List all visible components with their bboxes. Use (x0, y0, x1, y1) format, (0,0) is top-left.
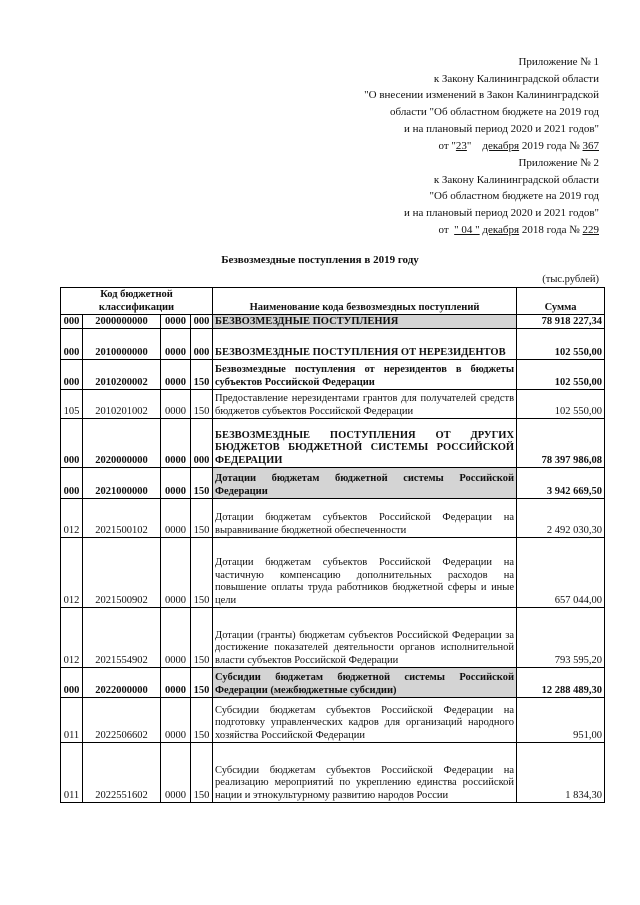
row-name: БЕЗВОЗМЕЗДНЫЕ ПОСТУПЛЕНИЯ ОТ ДРУГИХ БЮДЖЕТОВ БЮДЖЕТНОЙ СИСТЕМЫ РОССИЙСКОЙ ФЕДЕРАЦИИ (213, 419, 517, 468)
code-program: 0000 (161, 743, 191, 803)
appendix-2-number: Приложение № 2 (518, 157, 599, 169)
appendix-2-law-number: 229 (582, 223, 599, 236)
table-row (61, 315, 605, 329)
code-economic: 150 (191, 668, 213, 698)
code-admin: 012 (61, 608, 83, 668)
code-program: 0000 (161, 698, 191, 743)
appendix-1-law-title-1: "О внесении изменений в Закон Калининградской (364, 89, 599, 102)
code-admin: 012 (61, 538, 83, 608)
code-economic: 150 (191, 499, 213, 538)
units-label: (тыс.рублей) (542, 274, 599, 285)
appendix-2-header (404, 155, 599, 239)
table-row (61, 538, 605, 608)
appendix-1-header (364, 54, 599, 154)
code-type: 2022000000 (83, 668, 161, 698)
code-type: 2021500102 (83, 499, 161, 538)
code-economic: 000 (191, 315, 213, 329)
table-row (61, 360, 605, 390)
appendix-2-month: декабря (482, 223, 520, 236)
header-sum: Сумма (517, 288, 605, 315)
row-name: Дотации бюджетам бюджетной системы Российской Федерации (213, 468, 517, 499)
code-economic: 150 (191, 390, 213, 419)
row-name: Дотации бюджетам субъектов Российской Федерации на выравнивание бюджетной обеспеченности (213, 499, 517, 538)
row-sum: 102 550,00 (517, 329, 605, 360)
code-program: 0000 (161, 538, 191, 608)
table-row (61, 608, 605, 668)
table-row (61, 743, 605, 803)
code-type: 2000000000 (83, 315, 161, 329)
appendix-2-law: к Закону Калининградской области (433, 173, 599, 186)
code-type: 2021500902 (83, 538, 161, 608)
code-type: 2022551602 (83, 743, 161, 803)
appendix-2-law-title-2: и на плановый период 2020 и 2021 годов" (403, 207, 599, 220)
appendix-1-year: 2019 года № (519, 139, 583, 152)
code-economic: 150 (191, 468, 213, 499)
code-type: 2010000000 (83, 329, 161, 360)
code-economic: 000 (191, 419, 213, 468)
code-program: 0000 (161, 315, 191, 329)
code-admin: 000 (61, 329, 83, 360)
code-type: 2010201002 (83, 390, 161, 419)
code-economic: 150 (191, 743, 213, 803)
row-sum: 102 550,00 (517, 390, 605, 419)
code-economic: 150 (191, 698, 213, 743)
row-sum: 657 044,00 (517, 538, 605, 608)
code-program: 0000 (161, 468, 191, 499)
table-row (61, 390, 605, 419)
table-header-row (61, 288, 605, 315)
appendix-1-day: 23 (455, 139, 467, 152)
code-economic: 150 (191, 538, 213, 608)
table-row (61, 499, 605, 538)
code-program: 0000 (161, 360, 191, 390)
row-name: Безвозмездные поступления от нерезидентов в бюджеты субъектов Российской Федерации (213, 360, 517, 390)
row-name: Субсидии бюджетам субъектов Российской Федерации на реализацию мероприятий по укреплению единства российской нации и этнокультурному развитию народов России (213, 743, 517, 803)
code-admin: 000 (61, 668, 83, 698)
code-type: 2010200002 (83, 360, 161, 390)
document-title: Безвозмездные поступления в 2019 году (221, 254, 419, 266)
table-row (61, 468, 605, 499)
appendix-1-quote: " (466, 139, 472, 152)
code-type: 2021000000 (83, 468, 161, 499)
row-sum: 951,00 (517, 698, 605, 743)
code-admin: 000 (61, 468, 83, 499)
appendix-1-law: к Закону Калининградской области (433, 72, 599, 85)
table-row (61, 698, 605, 743)
header-name: Наименование кода безвозмездных поступлений (213, 288, 517, 315)
code-type: 2022506602 (83, 698, 161, 743)
code-program: 0000 (161, 668, 191, 698)
code-admin: 011 (61, 743, 83, 803)
appendix-2-law-title-1: "Об областном бюджете на 2019 год (429, 190, 599, 203)
code-program: 0000 (161, 419, 191, 468)
code-program: 0000 (161, 390, 191, 419)
row-name: Дотации бюджетам субъектов Российской Федерации на частичную компенсацию дополнительных расходов на повышение оплаты труда работников бюджетной сферы и иные цели (213, 538, 517, 608)
row-name: Дотации (гранты) бюджетам субъектов Российской Федерации за достижение показателей деятельности органов исполнительной власти субъектов Российской Федерации (213, 608, 517, 668)
row-sum: 3 942 669,50 (517, 468, 605, 499)
code-program: 0000 (161, 499, 191, 538)
code-program: 0000 (161, 329, 191, 360)
code-admin: 000 (61, 315, 83, 329)
code-type: 2021554902 (83, 608, 161, 668)
appendix-1-month: декабря (482, 139, 520, 152)
row-sum: 12 288 489,30 (517, 668, 605, 698)
code-type: 2020000000 (83, 419, 161, 468)
row-name: БЕЗВОЗМЕЗДНЫЕ ПОСТУПЛЕНИЯ ОТ НЕРЕЗИДЕНТОВ (213, 329, 517, 360)
appendix-2-year: 2018 года № (519, 223, 583, 236)
appendix-1-date-line (364, 138, 599, 155)
appendix-1-law-title-3: и на плановый период 2020 и 2021 годов" (403, 122, 599, 135)
code-admin: 000 (61, 419, 83, 468)
table-row (61, 419, 605, 468)
header-budget-code: Код бюджетной классификации (61, 288, 213, 315)
row-sum: 793 595,20 (517, 608, 605, 668)
table-body (61, 315, 605, 803)
row-name: БЕЗВОЗМЕЗДНЫЕ ПОСТУПЛЕНИЯ (213, 315, 517, 329)
code-economic: 000 (191, 329, 213, 360)
code-program: 0000 (161, 608, 191, 668)
row-sum: 1 834,30 (517, 743, 605, 803)
row-name: Субсидии бюджетам бюджетной системы Российской Федерации (межбюджетные субсидии) (213, 668, 517, 698)
row-sum: 78 397 986,08 (517, 419, 605, 468)
appendix-2-date-prefix: от (438, 223, 452, 236)
code-economic: 150 (191, 360, 213, 390)
row-name: Субсидии бюджетам субъектов Российской Федерации на подготовку управленческих кадров для организаций народного хозяйства Российской Федерации (213, 698, 517, 743)
table-row (61, 668, 605, 698)
row-sum: 2 492 030,30 (517, 499, 605, 538)
appendix-1-law-title-2: области "Об областном бюджете на 2019 год (390, 106, 599, 119)
appendix-1-law-number: 367 (582, 139, 599, 152)
appendix-1-date-prefix: от " (438, 139, 456, 152)
row-sum: 78 918 227,34 (517, 315, 605, 329)
table-row (61, 329, 605, 360)
appendix-2-day: " 04 " (454, 223, 480, 236)
appendix-1-number: Приложение № 1 (518, 56, 599, 68)
code-admin: 012 (61, 499, 83, 538)
revenue-table (60, 287, 605, 803)
code-admin: 000 (61, 360, 83, 390)
code-admin: 011 (61, 698, 83, 743)
code-admin: 105 (61, 390, 83, 419)
row-name: Предоставление нерезидентами грантов для получателей средств бюджетов субъектов Российской Федерации (213, 390, 517, 419)
row-sum: 102 550,00 (517, 360, 605, 390)
appendix-2-date-line (404, 222, 599, 239)
code-economic: 150 (191, 608, 213, 668)
